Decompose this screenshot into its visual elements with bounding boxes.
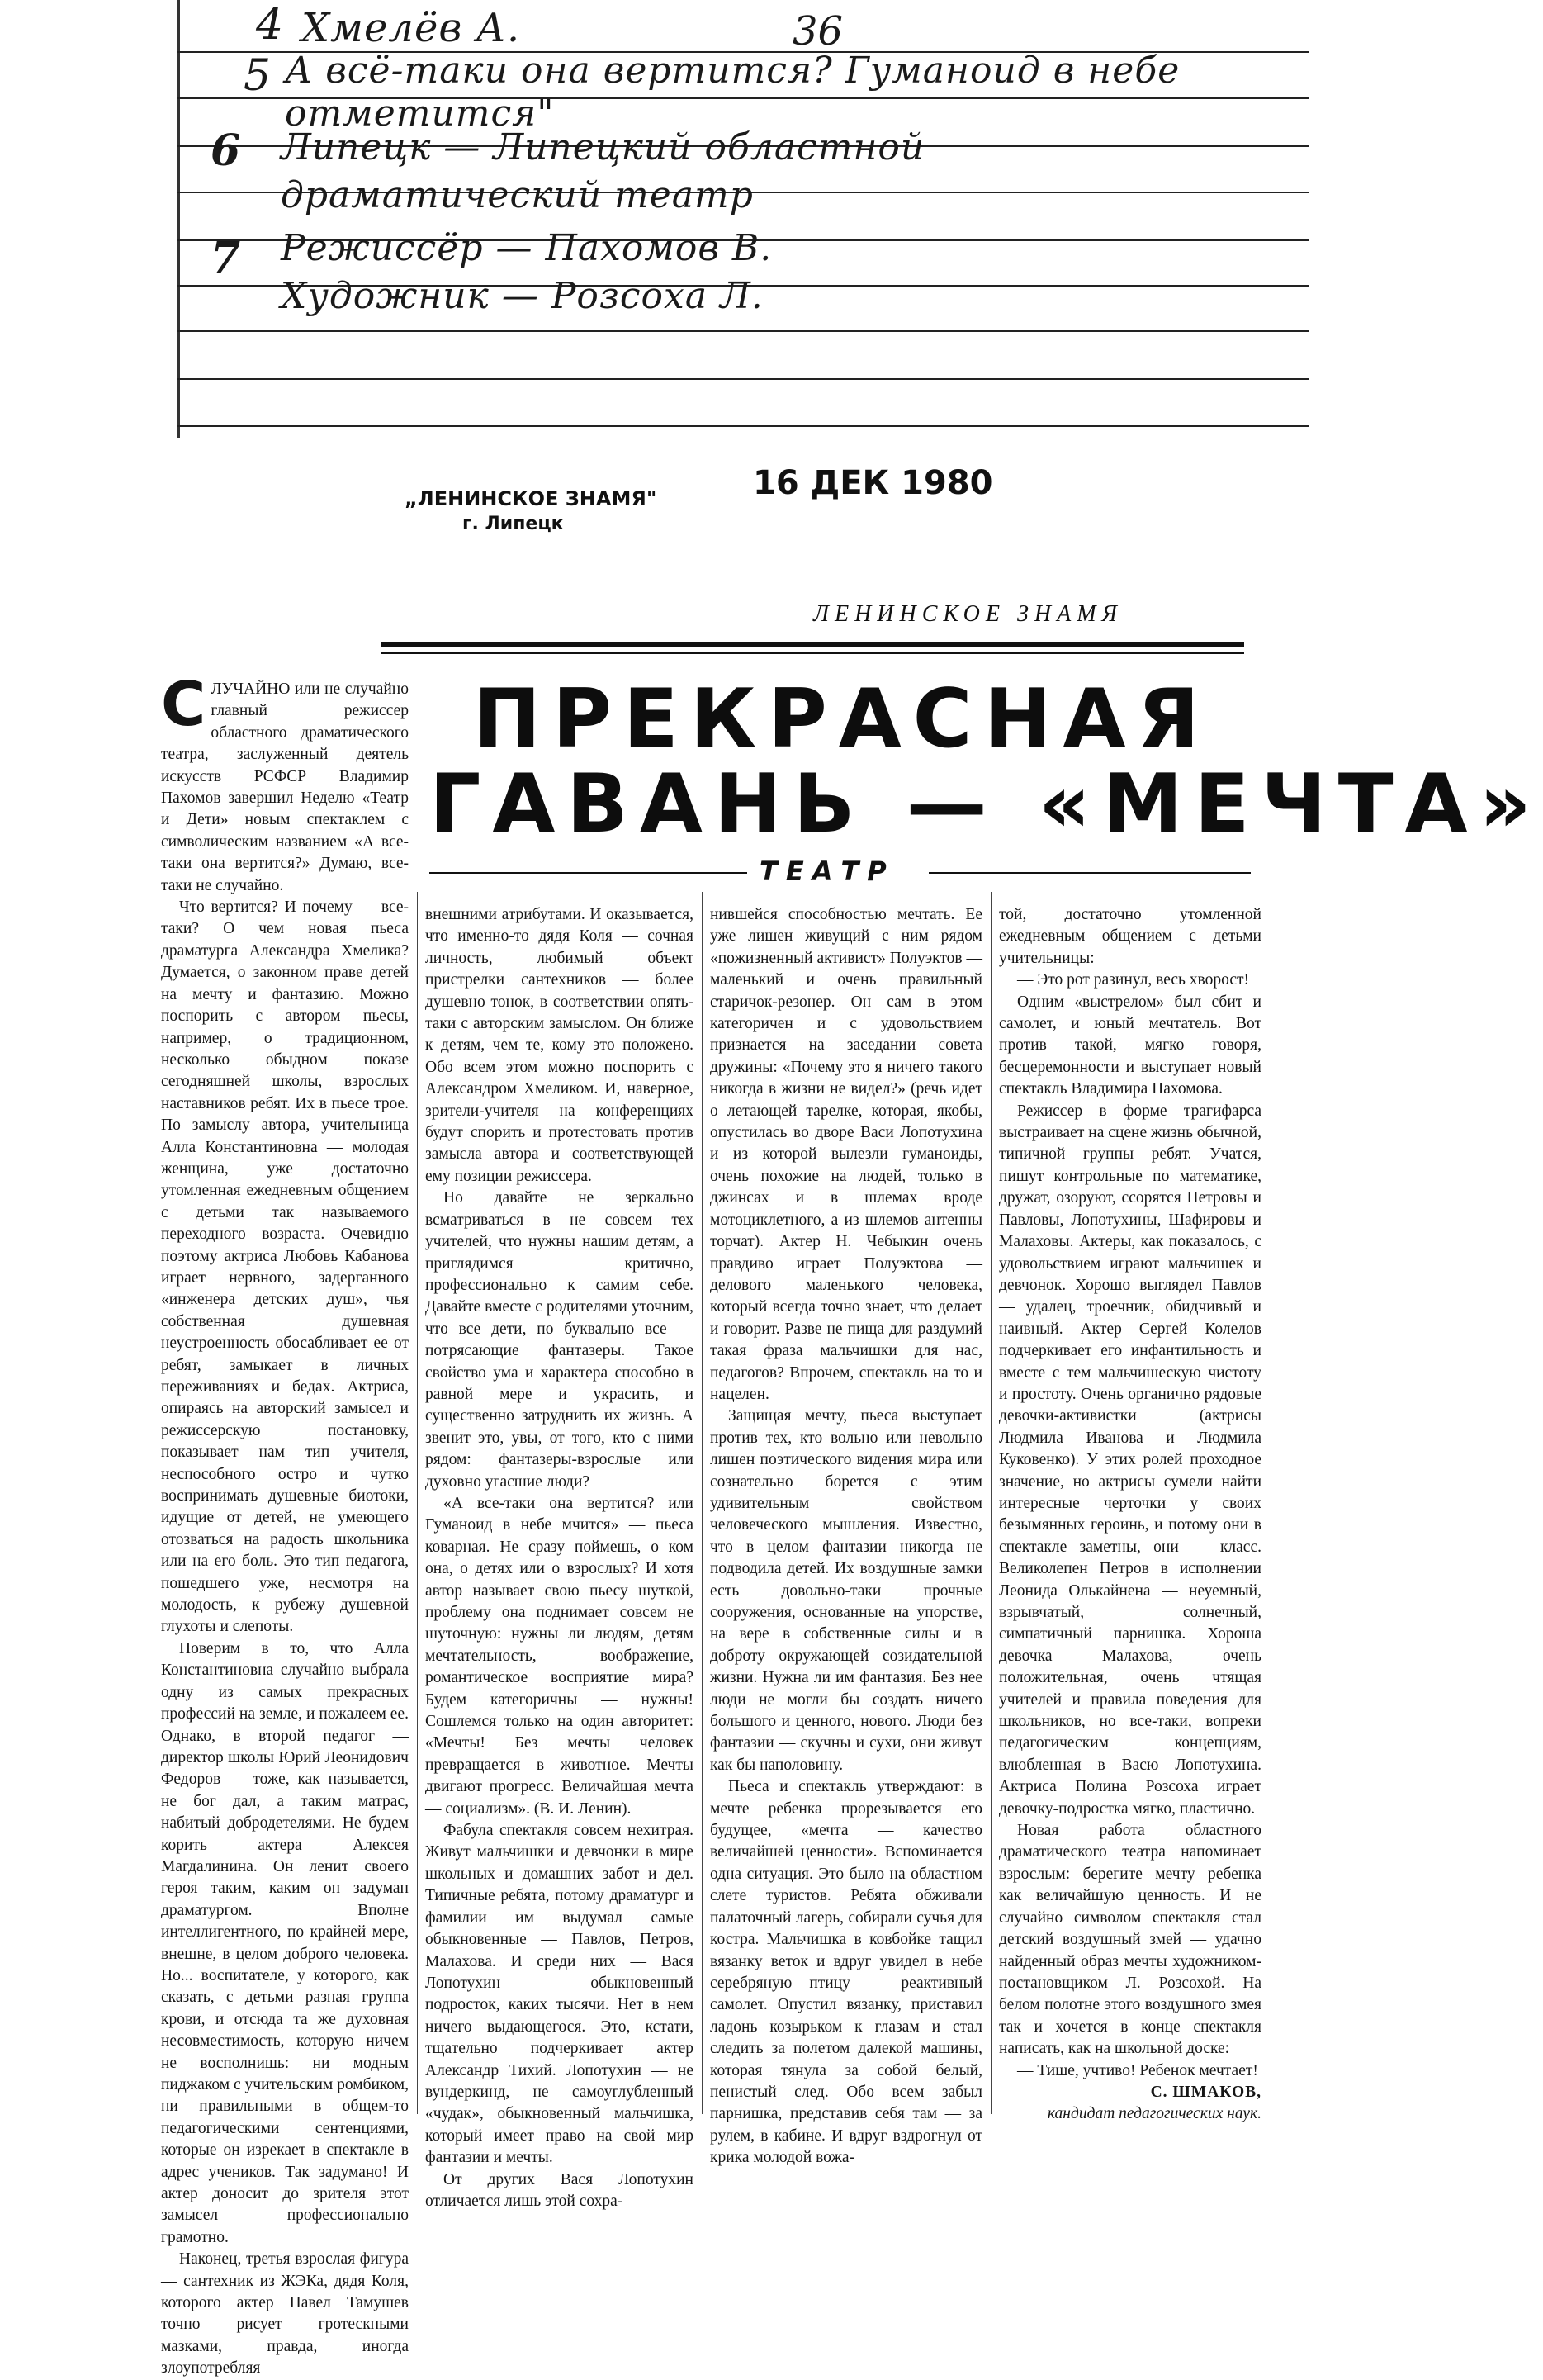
paragraph: Режиссер в форме трагифарса выстраивает на сцене жизнь обычной, типичной группы ребят. Учатся, пишут контрольные по математике, дружат, озоруют, ссорятся Петровы и Павловы, Лопотухины, Шафировы и Малаховы. Актеры, как показалось, с удовольствием играют мальчишек и девчонок. Хорошо выглядел Павлов — удалец, троечник, обидчивый и наивный. Актер Сергей Колелов подчеркивает его инфантильность и вместе с тем мальчишескую чистоту и простоту. Очень органично рядовые девочки-активистки (актрисы Людмила Иванова и Людмила Куковенко). У этих ролей проходное значение, но актрисы сумели найти интересные черточки у своих безымянных героинь, и потому они в спектакле заметны, они — класс. Великолепен Петров в исполнении Леонида Олькайнена — неуемный, взрывчатый, солнечный, симпатичный парнишка. Хороша девочка Малахова, очень положительная, очень чтящая учителей и правила поведения для школьников, но все-таки, вопреки педагогическим концепциям, влюбленная в Васю Лопотухина. Актриса Полина Розсоха играет девочку-подростка мягко, пластично.	[999, 1102, 1261, 1818]
column-divider	[702, 892, 703, 2114]
newspaper-masthead: ЛЕНИНСКОЕ ЗНАМЯ	[813, 601, 1123, 627]
paragraph: — Это рот разинул, весь хворост!	[1017, 971, 1250, 989]
column-divider	[991, 892, 992, 2114]
note-line-title: А всё-таки она вертится? Гуманоид в небе отметится"	[285, 50, 1181, 135]
article-column-1	[161, 669, 409, 2378]
paragraph: внешними атрибутами. И оказывается, что именно-то дядя Коля — сочная личность, любимый объект пристрелки сантехников — более душевно тонок, в соответствии опять-таки с авторским замыслом. Он ближе к детям, чем те, кому это положено. Обо всем этом можно поспорить с Александром Хмеликом. И, наверное, зрители-учителя на конференциях будут спорить и протестовать против замысла автора и соответствующей ему позиции режиссера.	[425, 906, 693, 1185]
note-line-credits: Режиссёр — Пахомов В. Художник — Розсоха Л.	[281, 227, 773, 317]
note-line-number: 4	[256, 0, 284, 50]
paragraph: Что вертится? И почему — все-таки? О чем новая пьеса драматурга Александра Хмелика? Думается, о законном праве детей на мечту и фантазию. Можно поспорить с автором пьесы, например, о традиционном, несколько обыдном показе сегодняшней школы, взрослых наставников ребят. Их в пьесе трое. По замыслу автора, учительница Алла Константиновна — молодая женщина, уже достаточно утомленная ежедневным общением с детьми так называемого переходного возраста. Очевидно поэтому актриса Любовь Кабанова играет нервного, задерганного «инженера детских душ», чья собственная душевная неустроенность обосабливает ее от ребят, замыкает в личных переживаниях и бедах. Актриса, опираясь на авторский замысел и режиссерскую постановку, показывает нам тип учителя, неспособного остро и чутко воспринимать душевные биотоки, идущие от детей, не умеющего отозваться на радость школьника или на его боль. Это тип педагога, пошедшего уже, несмотря на молодость, к рубежу душевной глухоты и слепоты.	[161, 898, 409, 1636]
drop-cap: С	[161, 669, 206, 740]
paragraph: Новая работа областного драматического театра напоминает взрослым: берегите мечту ребенка как величайшую ценность. И не случайно символом спектакля стал детский воздушный змей — удачно найденный образ мечты художником-постановщиком Л. Розсохой. На белом полотне этого воздушного змея так и хочется в конце спектакля написать, как на школьной доске:	[999, 1822, 1261, 2058]
paragraph: «А все-таки она вертится? или Гуманоид в небе мчится» — пьеса коварная. Не сразу поймешь, о ком она, о детях или о взрослых? И хотя автор называет свою пьесу шуткой, проблему она поднимает совсем не шуточную: нужны ли людям, детям мечтательность, воображение, романтическое восприятие мира? Будем категоричны — нужны! Сошлемся только на один авторитет: «Мечты! Без мечты человек превращается в животное. Мечты двигают прогресс. Величайшая мечта — социализм». (В. И. Ленин).	[425, 1494, 693, 1818]
headline-line-1: ПРЕКРАСНАЯ	[473, 672, 1211, 766]
paragraph: Одним «выстрелом» был сбит и самолет, и юный мечтатель. Вот против такой, мягко говоря, бесцеремонности и выступает новый спектакль Владимира Пахомова.	[999, 993, 1261, 1098]
article-column-4	[999, 904, 1261, 2123]
column-divider	[417, 892, 418, 2114]
paragraph: Но давайте не зеркально всматриваться в не совсем тех учителей, что нужны нашим детям, а приглядимся критично, профессионально к самим себе. Давайте вместе с родителями уточним, что все дети, по буквально все — потрясающие фантазеры. Такое свойство ума и характера способно в равной мере и украсить, и существенно затруднить их жизнь. А звенит это, увы, от того, кто с ними рядом: фантазеры-взрослые или духовно угасшие люди?	[425, 1189, 693, 1491]
paragraph: — Тише, учтиво! Ребенок мечтает!	[1017, 2061, 1258, 2079]
author-signature: С. ШМАКОВ,	[1150, 2083, 1261, 2101]
paragraph: СЛУЧАЙНО или не случайно главный режиссер областного драматического театра, заслуженный деятель искусств РСФСР Владимир Пахомов завершил Неделю «Театр и Дети» новым спектаклем с символическим названием «А все-таки она вертится?» Думаю, все-таки не случайно.	[161, 669, 409, 894]
city-stamp: г. Липецк	[462, 514, 564, 534]
rubric-rule-left	[429, 872, 747, 874]
note-line-number: 6	[211, 126, 241, 176]
paragraph: Наконец, третья взрослая фигура — сантехник из ЖЭКа, дядя Коля, которого актер Павел Тамушев точно рисует гротескными мазками, правда, иногда злоупотребляя	[161, 2250, 409, 2378]
article-headline	[429, 672, 1543, 851]
masthead-rule	[381, 642, 1244, 647]
article-column-2	[425, 904, 693, 2210]
handwritten-note	[177, 0, 1309, 446]
masthead-rule-thin	[381, 652, 1244, 654]
paragraph: нившейся способностью мечтать. Ее уже лишен живущий с ним рядом «пожизненный активист» Полуэктов — маленький и очень правильный старичок-резонер. Он сам в этом категоричен и с удовольствием признается на заседании совета дружины: «Почему это я ничего такого никогда в жизни не видел?» (речь идет о летающей тарелке, которая, якобы, опустилась во дворе Васи Лопотухина и из которой вылезли гуманоиды, очень похожие на людей, только в джинсах и в шлемах вроде мотоциклетного, а из шлемов антенны торчат). Актер Н. Чебыкин очень правдиво играет Полуэктова — делового маленького человека, который всегда точно знает, что делает и говорит. Разве не пища для раздумий такая фраза мальчишки для нас, педагогов? Впрочем, спектакль на то и нацелен.	[710, 906, 982, 1403]
article-column-3	[710, 904, 982, 2167]
paragraph: той, достаточно утомленной ежедневным общением с детьми учительницы:	[999, 906, 1261, 967]
note-line-author: Хмелёв А.	[301, 5, 521, 51]
paragraph: Пьеса и спектакль утверждают: в мечте ребенка прорезывается его будущее, «мечта — качество величайшей ценности». Вспоминается одна ситуация. Это было на областном слете туристов. Ребята обживали палаточный лагерь, собирали сучья для костра. Мальчишка в ковбойке тащил вязанку веток и вдруг увидел в небе серебряную птицу — реактивный самолет. Опустил вязанку, приставил ладонь козырьком к глазам и стал следить за полетом далекой машины, которая тянула за собой белый, пенистый след. Обо всем забыл парнишка, представив себя там — за рулем, в кабине. И вдруг вздрогнул от крика молодой вожа-	[710, 1778, 982, 2167]
author-title: кандидат педагогических наук.	[1047, 2105, 1261, 2123]
rubric-rule-right	[929, 872, 1251, 874]
note-line-number: 7	[211, 233, 241, 283]
page-number: 36	[793, 8, 844, 55]
paragraph: Защищая мечту, пьеса выступает против тех, кто вольно или невольно лишен поэтического видения мира или сознательно борется с этим удивительным свойством человеческого мышления. Известно, что в целом фантазии никогда не подводила детей. Их воздушные замки есть довольно-таки прочные сооружения, основанные на упорстве, на вере в собственные силы и в доброту окружающей созидательной жизни. Нужна ли им фантазия. Без нее люди не могли бы создать ничего большого и ценного, нового. Люди без фантазии — скучны и сухи, они живут как бы наполовину.	[710, 1407, 982, 1774]
note-margin-line	[177, 0, 180, 438]
paragraph: Поверим в то, что Алла Константиновна случайно выбрала одну из самых прекрасных профессий на земле, и пожалеем ее. Однако, в второй педагог — директор школы Юрий Леонидович Федоров — тоже, как называется, не бог дал, а таким матрас, набитый добродетелями. Не будем корить актера Алексея Магдалинина. Он ленит своего героя таким, каким он задуман драматургом. Вполне интеллигентного, по крайней мере, внешне, в целом доброго человека. Но... воспитателе, у которого, как сказать, с детьми разная группа крови, и отсюда та же духовная несовместимость, которую ничем не восполнишь: ни модным пиджаком с учительским ромбиком, ни правильными в общем-то педагогическими сентенциями, которые он изрекает в спектакле в адрес учеников. Так задумано! И актер доносит до зрителя этот замысел профессионально грамотно.	[161, 1639, 409, 2246]
paragraph: Фабула спектакля совсем нехитрая. Живут мальчишки и девчонки в мире школьных и домашних забот и дел. Типичные ребята, потому драматург и фамилии им выдумал самые обыкновенные — Павлов, Петров, Малахова. И среди них — Вася Лопотухин — обыкновенный подросток, каких тысячи. Нет в нем ничего выдающегося. Это, кстати, тщательно подчеркивает актер Александр Тихий. Лопотухин — не вундеркинд, не самоуглубленный «чудак», обыкновенный мальчишка, который имеет право на свой мир фантазии и мечты.	[425, 1822, 693, 2167]
headline-line-2: ГАВАНЬ — «МЕЧТА»	[429, 756, 1543, 851]
note-line-theatre: Липецк — Липецкий областной драматический театр	[281, 126, 925, 216]
rubric-label: ТЕАТР	[760, 856, 895, 887]
paragraph: От других Вася Лопотухин отличается лишь этой сохра-	[425, 2170, 693, 2210]
date-stamp: 16 ДЕК 1980	[753, 464, 993, 502]
note-line-number: 5	[244, 51, 272, 101]
newspaper-stamp: „ЛЕНИНСКОЕ ЗНАМЯ"	[405, 487, 657, 510]
